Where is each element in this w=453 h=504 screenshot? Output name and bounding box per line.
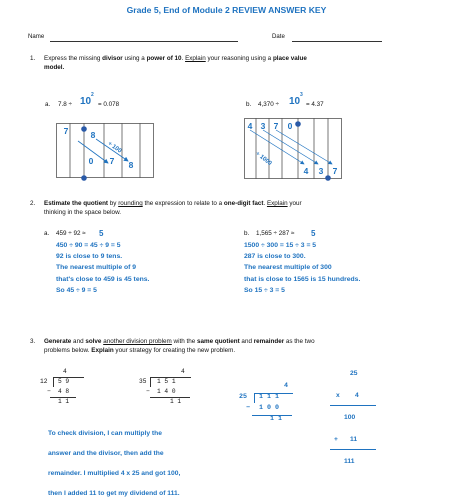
q3-number: 3. [30, 338, 36, 345]
q1-number: 1. [30, 55, 36, 62]
chart-b-top-digit: 7 [273, 121, 279, 131]
div2-minus: − [146, 388, 150, 395]
chart-b-top-digit: 4 [247, 121, 253, 131]
q2-number: 2. [30, 200, 36, 207]
q2b-work: 1500 ÷ 300 = 15 ÷ 3 = 5 287 is close to 300. The nearest multiple of 300 that is close to 1565 is 15 hundreds. So 15 ÷ 3 = 5 [244, 242, 361, 294]
chart-b-bottom-digit: 3 [318, 166, 324, 176]
page-title: Grade 5, End of Module 2 REVIEW ANSWER KEY [126, 5, 327, 15]
check-n2: 4 [355, 392, 359, 399]
q2a-label: a. [44, 230, 50, 237]
name-label: Name [28, 33, 45, 40]
div1-remainder: 1 1 [58, 398, 70, 405]
q1b-label: b. [246, 101, 252, 108]
div1-bracket [53, 377, 55, 387]
q1b-expr-left: 4,370 ÷ [258, 101, 279, 108]
q2b-expr: 1,565 ÷ 287 ≈ [256, 230, 295, 237]
date-line[interactable] [292, 41, 382, 42]
div3-dividend: 1 1 1 [259, 393, 280, 401]
name-line[interactable] [50, 41, 238, 42]
div2-quotient: 4 [181, 368, 185, 375]
div3-remainder: 1 1 [270, 415, 283, 423]
q2a-expr: 459 ÷ 92 ≈ [56, 230, 86, 237]
q1b-answer: 10 [289, 96, 301, 107]
chart-b-arrow-label: ÷ 1000 [254, 151, 273, 168]
div1-dividend: 5 9 [58, 378, 70, 385]
check-op2: + [334, 436, 338, 443]
q3-prompt: Generate and solve another division problem with the same quotient and remainder as the two [44, 338, 315, 345]
q1a-expr-left: 7.8 ÷ [58, 101, 72, 108]
place-value-chart-a [56, 123, 160, 185]
chart-a-top-digit: 7 [63, 126, 69, 136]
check-n3: 11 [350, 436, 358, 443]
q1b-expr-right: = 4.37 [306, 101, 324, 108]
check-line1 [330, 405, 376, 406]
check-op1: x [336, 392, 340, 399]
q3-prompt-line2: problems below. Explain your strategy for creating the new problem. [44, 347, 236, 354]
div2-remainder: 1 1 [170, 398, 182, 405]
q2b-label: b. [244, 230, 250, 237]
chart-a-bottom-digit: 0 [88, 156, 94, 166]
div3-quotient: 4 [284, 382, 289, 390]
chart-a-bottom-digit: 7 [109, 156, 115, 166]
q2a-work: 450 ÷ 90 = 45 ÷ 9 = 5 92 is close to 9 tens. The nearest multiple of 9 that's close to 459 is 45 tens. So 45 ÷ 9 = 5 [56, 242, 150, 294]
div1-divisor: 12 [40, 378, 48, 385]
div1-quotient: 4 [63, 368, 67, 375]
q1b-exponent: 3 [300, 92, 303, 98]
check-line2 [330, 449, 376, 450]
chart-b-bottom-digit: 7 [332, 166, 338, 176]
chart-a-top-digit: 8 [90, 130, 96, 140]
div1-product: 4 8 [58, 388, 70, 395]
q2-prompt-line2: thinking in the space below. [44, 209, 122, 216]
div3-product: 1 0 0 [259, 404, 280, 412]
div2-product: 1 4 0 [157, 388, 176, 395]
div2-dividend: 1 5 1 [157, 378, 176, 385]
chart-a-arrow-label: ÷ 100 [106, 141, 123, 155]
chart-b-top-digit: 0 [287, 121, 293, 131]
q1a-expr-right: = 0.078 [98, 101, 120, 108]
check-result: 111 [344, 458, 355, 465]
chart-b-top-digit: 3 [260, 121, 266, 131]
div2-divisor: 35 [139, 378, 147, 385]
div3-bracket [254, 393, 256, 403]
q3-explanation: To check division, I can multiply the answer and the divisor, then add the remainder. I multiplied 4 x 25 and got 100, then I added 11 to get my dividend of 111. [48, 430, 181, 497]
q2a-answer: 5 [99, 229, 104, 238]
q1-prompt: Express the missing divisor using a power of 10. Explain your reasoning using a place value [44, 55, 307, 62]
q2-prompt: Estimate the quotient by rounding the expression to relate to a one-digit fact. Explain your [44, 200, 302, 207]
q2b-answer: 5 [311, 229, 316, 238]
q1a-answer: 10 [80, 96, 92, 107]
div3-divisor: 25 [239, 393, 248, 401]
q1a-label: a. [45, 101, 51, 108]
check-n1: 25 [350, 370, 358, 377]
div3-minus: − [246, 404, 251, 412]
chart-b-bottom-digit: 4 [303, 166, 309, 176]
q1a-exponent: 2 [91, 92, 94, 98]
check-p1: 100 [344, 414, 356, 421]
chart-a-bottom-digit: 8 [128, 160, 134, 170]
date-label: Date [272, 33, 285, 40]
div1-minus: − [47, 388, 51, 395]
div2-bracket [150, 377, 152, 387]
q1-prompt-line2: model. [44, 64, 65, 71]
